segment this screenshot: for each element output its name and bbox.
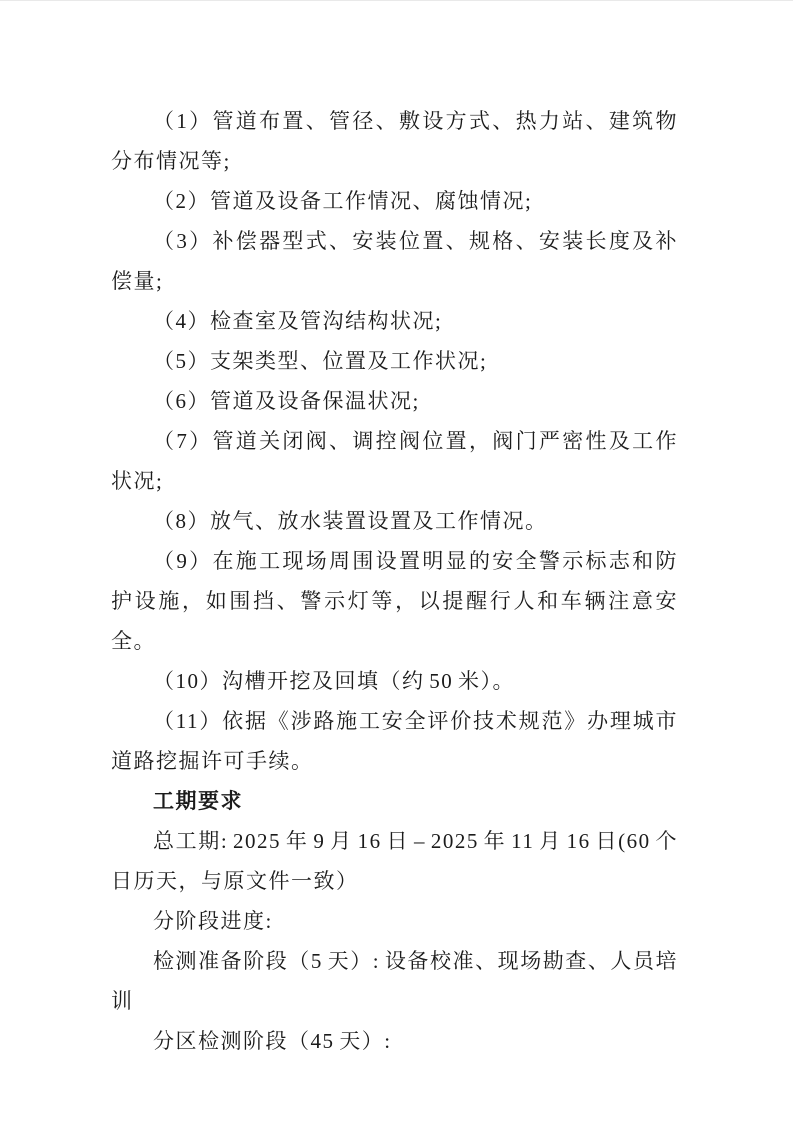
inspection-item-10: （10）沟槽开挖及回填（约 50 米）。 — [153, 669, 515, 693]
inspection-item-3: （3）补偿器型式、安装位置、规格、安装长度及补偿量; — [111, 229, 678, 293]
inspection-item-5: （5）支架类型、位置及工作状况; — [153, 349, 488, 373]
inspection-item-7: （7）管道关闭阀、调控阀位置，阀门严密性及工作状况; — [111, 429, 678, 493]
document-page — [0, 1, 793, 1123]
prep-phase-paragraph: 检测准备阶段（5 天）: 设备校准、现场勘查、人员培训 — [111, 949, 678, 1013]
zone-phase-paragraph: 分区检测阶段（45 天）: — [153, 1029, 392, 1053]
inspection-item-6: （6）管道及设备保温状况; — [153, 389, 420, 413]
schedule-heading: 工期要求 — [153, 789, 243, 813]
phase-progress-label: 分阶段进度: — [153, 909, 273, 933]
inspection-item-1: （1）管道布置、管径、敷设方式、热力站、建筑物分布情况等; — [111, 109, 678, 173]
inspection-item-9: （9）在施工现场周围设置明显的安全警示标志和防护设施，如围挡、警示灯等，以提醒行人和车辆注意安全。 — [111, 549, 678, 653]
total-duration-paragraph: 总工期: 2025 年 9 月 16 日 – 2025 年 11 月 16 日(60 个日历天，与原文件一致） — [111, 829, 678, 893]
inspection-item-8: （8）放气、放水装置设置及工作情况。 — [153, 509, 548, 533]
inspection-item-4: （4）检查室及管沟结构状况; — [153, 309, 443, 333]
inspection-item-2: （2）管道及设备工作情况、腐蚀情况; — [153, 189, 533, 213]
inspection-item-11: （11）依据《涉路施工安全评价技术规范》办理城市道路挖掘许可手续。 — [111, 709, 678, 773]
